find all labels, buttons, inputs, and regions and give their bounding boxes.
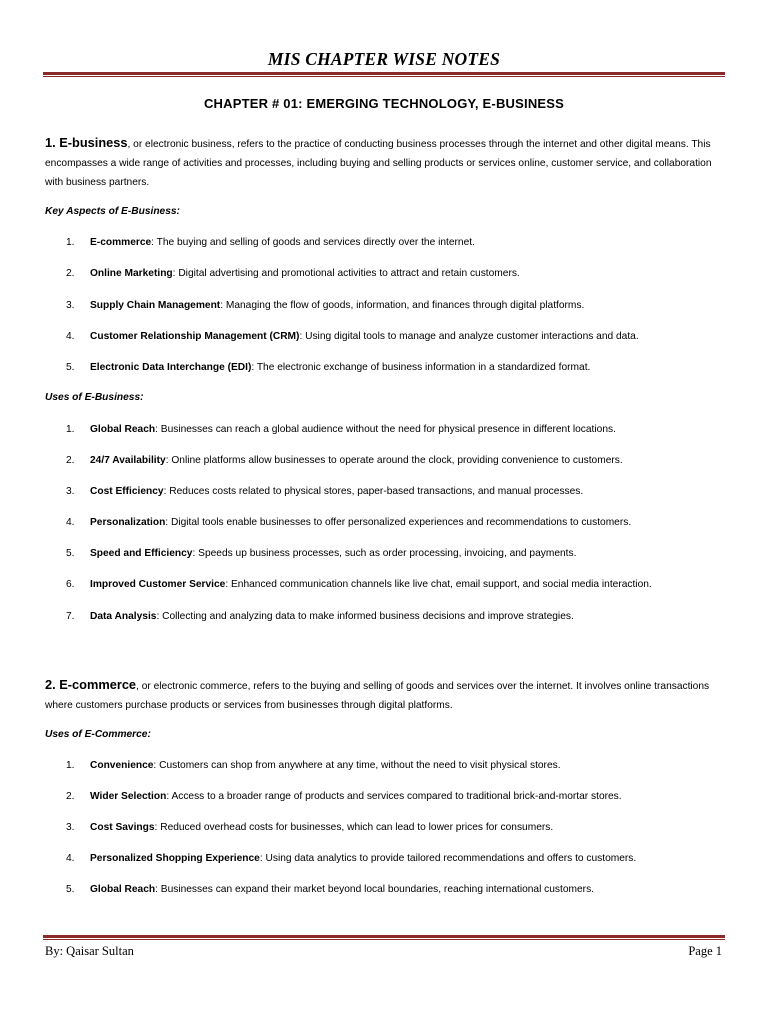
section2-intro [45, 675, 725, 715]
section2-lead: 2. E-commerce [45, 677, 137, 692]
footer-author: By: Qaisar Sultan [45, 944, 134, 958]
section1-intro-text: , or electronic business, refers to the practice of conducting business processes through the internet and other digital means. This encompasses a wide range of activities and processes, including buying and selling products or services online, customer service, and collaboration with business partners. [45, 139, 712, 188]
section1-intro [45, 133, 725, 192]
footer-divider [43, 935, 725, 940]
chapter-heading: CHAPTER # 01: EMERGING TECHNOLOGY, E-BUSINESS [203, 96, 565, 111]
uses-ecommerce-label: Uses of E-Commerce: [45, 729, 151, 740]
section2-intro-text: , or electronic commerce, refers to the buying and selling of goods and services over the internet. It involves online transactions where customers purchase products or services from businesses through digital platforms. [45, 681, 710, 711]
page-title: MIS CHAPTER WISE NOTES [267, 49, 501, 69]
section1-lead: 1. E-business [45, 135, 128, 150]
header-divider [43, 72, 725, 77]
footer-page-number: Page 1 [688, 944, 722, 958]
key-aspects-label: Key Aspects of E-Business: [45, 206, 180, 217]
uses-ebusiness-label: Uses of E-Business: [45, 392, 144, 403]
